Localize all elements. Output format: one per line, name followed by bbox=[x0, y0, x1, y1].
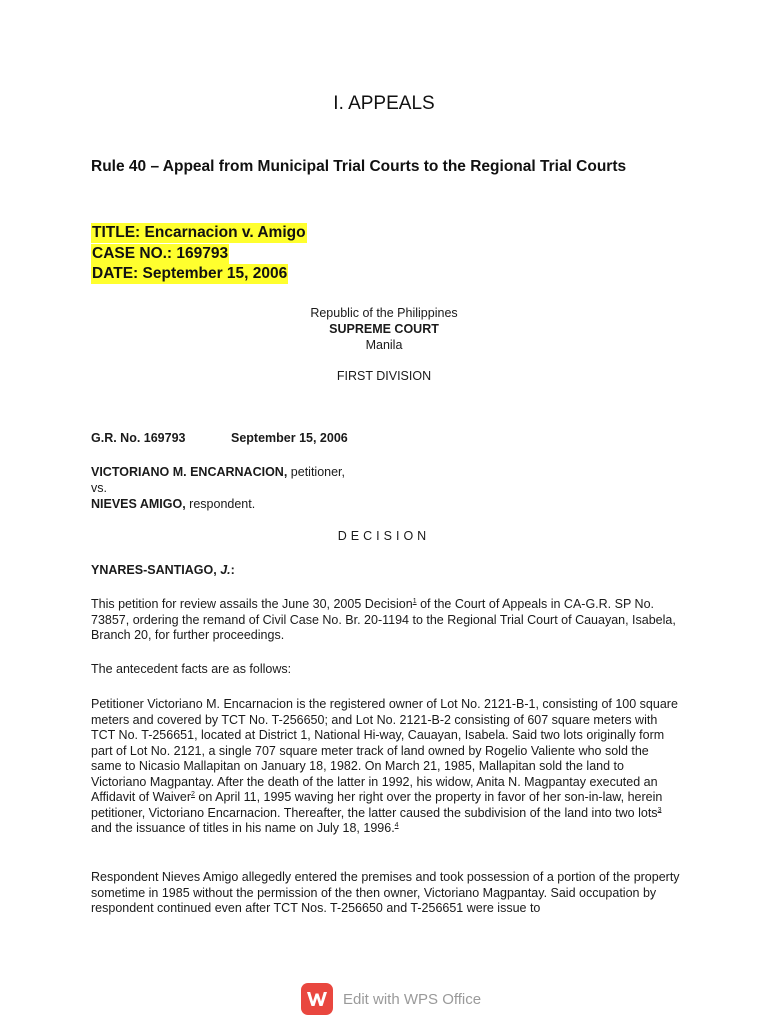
case-number: CASE NO.: 169793 bbox=[92, 244, 229, 262]
ponente-colon: : bbox=[230, 563, 235, 577]
gr-line bbox=[91, 431, 348, 445]
footnote-4-link[interactable]: 4 bbox=[394, 821, 399, 829]
court-name: SUPREME COURT bbox=[329, 322, 439, 336]
footnote-2-link[interactable]: 2 bbox=[191, 790, 195, 798]
paragraph-1-text-a: This petition for review assails the June 30, 2005 Decision bbox=[91, 597, 413, 611]
case-date: DATE: September 15, 2006 bbox=[92, 265, 288, 282]
case-title: TITLE: Encarnacion v. Amigo bbox=[92, 224, 306, 241]
parties-block bbox=[91, 464, 345, 512]
republic-line: Republic of the Philippines bbox=[310, 306, 458, 320]
respondent-role: respondent. bbox=[185, 497, 256, 511]
ponente-name: YNARES-SANTIAGO, bbox=[91, 563, 221, 577]
versus: vs. bbox=[91, 481, 107, 495]
decision-label: DECISION bbox=[337, 529, 431, 543]
wps-watermark-text: Edit with WPS Office bbox=[343, 990, 482, 1008]
gr-number: G.R. No. 169793 bbox=[91, 431, 186, 445]
petitioner-name: VICTORIANO M. ENCARNACION, bbox=[91, 465, 288, 479]
section-heading: I. APPEALS bbox=[333, 93, 435, 114]
case-info-block bbox=[91, 223, 307, 285]
footnote-1-link[interactable]: 1 bbox=[412, 597, 417, 605]
footnote-3-link[interactable]: 3 bbox=[657, 806, 662, 814]
wps-logo-icon bbox=[301, 983, 333, 1015]
rule-title: Rule 40 – Appeal from Municipal Trial Courts to the Regional Trial Courts bbox=[91, 158, 627, 175]
paragraph-3-text-a: Petitioner Victoriano M. Encarnacion is the registered owner of Lot No. 2121-B-1, consisting of 100 square meters and covered by TCT No. T-256650; and Lot No. 2121-B-2 consisting of 607 square meters with TCT No. T-256651, located at District 1, National Hi-way, Cauayan, Isabela. Said two lots originally form part of Lot No. 2121, a single 707 square meter track of land owned by Rogelio Valiente who sold the same to Nicasio Mallapitan on January 18, 1982. On March 21, 1985, Mallapitan sold the land to Victoriano Magpantay. After the death of the latter in 1992, his widow, Anita N. Magpantay executed an Affidavit of Waiver bbox=[91, 697, 678, 804]
ponente bbox=[91, 563, 235, 577]
paragraph-1 bbox=[91, 597, 681, 644]
wps-watermark[interactable] bbox=[301, 982, 481, 1016]
paragraph-2: The antecedent facts are as follows: bbox=[91, 662, 292, 676]
paragraph-1-text-b: of the Court of Appeals in CA-G.R. SP No. 73857, ordering the remand of Civil Case No. Br. 20-1194 to the Regional Trial Court of Cauayan, Isabela, Branch 20, for further proceedings. bbox=[91, 597, 676, 642]
paragraph-3-text-c: and the issuance of titles in his name on July 18, 1996. bbox=[91, 821, 395, 835]
ponente-title: J. bbox=[220, 563, 231, 577]
gr-date: September 15, 2006 bbox=[231, 431, 348, 445]
paragraph-4: Respondent Nieves Amigo allegedly entered the premises and took possession of a portion of the property sometime in 1985 without the permission of the then owner, Victoriano Magpantay. Said occupation by respondent continued even after TCT Nos. T-256650 and T-256651 were issue to bbox=[91, 870, 680, 915]
division-line: FIRST DIVISION bbox=[336, 369, 432, 383]
court-city: Manila bbox=[365, 338, 403, 352]
petitioner-role: petitioner, bbox=[287, 465, 345, 479]
respondent-name: NIEVES AMIGO, bbox=[91, 497, 186, 511]
paragraph-3-text-b: on April 11, 1995 waving her right over the property in favor of her son-in-law, herein petitioner, Victoriano Encarnacion. Thereafter, the latter caused the subdivision of the land into two lots bbox=[91, 790, 663, 820]
court-header bbox=[0, 305, 768, 353]
paragraph-3 bbox=[91, 697, 681, 837]
